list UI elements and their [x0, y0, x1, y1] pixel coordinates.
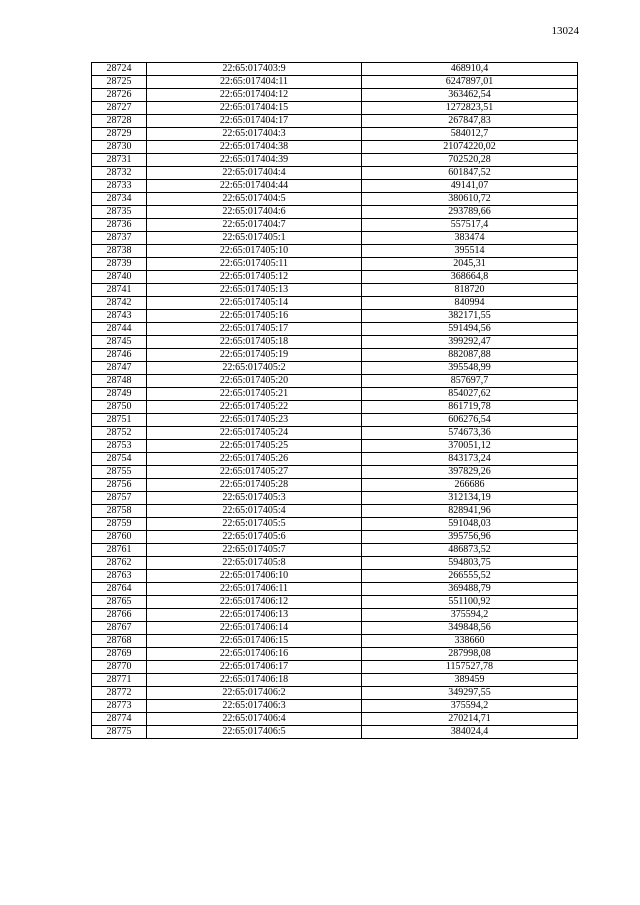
- cadastral-number-cell: 22:65:017405:12: [147, 271, 362, 284]
- table-row: [92, 89, 578, 102]
- value-cell: 380610,72: [362, 193, 578, 206]
- value-cell: 828941,96: [362, 505, 578, 518]
- row-number-cell: 28760: [92, 531, 147, 544]
- row-number-cell: 28742: [92, 297, 147, 310]
- table-row: [92, 726, 578, 739]
- cadastral-number-cell: 22:65:017405:23: [147, 414, 362, 427]
- cadastral-number-cell: 22:65:017405:16: [147, 310, 362, 323]
- cadastral-number-cell: 22:65:017406:2: [147, 687, 362, 700]
- row-number-cell: 28740: [92, 271, 147, 284]
- table-row: [92, 180, 578, 193]
- row-number-cell: 28749: [92, 388, 147, 401]
- row-number-cell: 28752: [92, 427, 147, 440]
- value-cell: 395756,96: [362, 531, 578, 544]
- value-cell: 857697,7: [362, 375, 578, 388]
- value-cell: 843173,24: [362, 453, 578, 466]
- table-row: [92, 466, 578, 479]
- table-row: [92, 700, 578, 713]
- value-cell: 882087,88: [362, 349, 578, 362]
- cadastral-number-cell: 22:65:017404:7: [147, 219, 362, 232]
- row-number-cell: 28769: [92, 648, 147, 661]
- value-cell: 2045,31: [362, 258, 578, 271]
- row-number-cell: 28725: [92, 76, 147, 89]
- row-number-cell: 28756: [92, 479, 147, 492]
- table-body: [92, 63, 578, 739]
- cadastral-number-cell: 22:65:017405:7: [147, 544, 362, 557]
- cadastral-number-cell: 22:65:017405:14: [147, 297, 362, 310]
- table-row: [92, 570, 578, 583]
- cadastral-number-cell: 22:65:017405:21: [147, 388, 362, 401]
- value-cell: 395514: [362, 245, 578, 258]
- row-number-cell: 28770: [92, 661, 147, 674]
- table-row: [92, 479, 578, 492]
- cadastral-number-cell: 22:65:017406:10: [147, 570, 362, 583]
- cadastral-number-cell: 22:65:017404:39: [147, 154, 362, 167]
- value-cell: 267847,83: [362, 115, 578, 128]
- value-cell: 591494,56: [362, 323, 578, 336]
- row-number-cell: 28768: [92, 635, 147, 648]
- value-cell: 383474: [362, 232, 578, 245]
- row-number-cell: 28766: [92, 609, 147, 622]
- row-number-cell: 28772: [92, 687, 147, 700]
- row-number-cell: 28759: [92, 518, 147, 531]
- cadastral-number-cell: 22:65:017405:13: [147, 284, 362, 297]
- row-number-cell: 28753: [92, 440, 147, 453]
- value-cell: 702520,28: [362, 154, 578, 167]
- value-cell: 861719,78: [362, 401, 578, 414]
- table-row: [92, 297, 578, 310]
- row-number-cell: 28754: [92, 453, 147, 466]
- cadastral-number-cell: 22:65:017405:6: [147, 531, 362, 544]
- cadastral-number-cell: 22:65:017405:3: [147, 492, 362, 505]
- cadastral-number-cell: 22:65:017405:22: [147, 401, 362, 414]
- table-row: [92, 141, 578, 154]
- value-cell: 389459: [362, 674, 578, 687]
- value-cell: 468910,4: [362, 63, 578, 76]
- cadastral-number-cell: 22:65:017404:4: [147, 167, 362, 180]
- row-number-cell: 28728: [92, 115, 147, 128]
- value-cell: 363462,54: [362, 89, 578, 102]
- table-row: [92, 271, 578, 284]
- value-cell: 840994: [362, 297, 578, 310]
- cadastral-number-cell: 22:65:017404:17: [147, 115, 362, 128]
- row-number-cell: 28733: [92, 180, 147, 193]
- row-number-cell: 28755: [92, 466, 147, 479]
- cadastral-number-cell: 22:65:017405:2: [147, 362, 362, 375]
- value-cell: 369488,79: [362, 583, 578, 596]
- row-number-cell: 28727: [92, 102, 147, 115]
- value-cell: 293789,66: [362, 206, 578, 219]
- table-row: [92, 206, 578, 219]
- cadastral-number-cell: 22:65:017404:44: [147, 180, 362, 193]
- cadastral-number-cell: 22:65:017406:14: [147, 622, 362, 635]
- cadastral-number-cell: 22:65:017404:11: [147, 76, 362, 89]
- row-number-cell: 28750: [92, 401, 147, 414]
- row-number-cell: 28747: [92, 362, 147, 375]
- value-cell: 397829,26: [362, 466, 578, 479]
- cadastral-number-cell: 22:65:017404:6: [147, 206, 362, 219]
- value-cell: 370051,12: [362, 440, 578, 453]
- value-cell: 368664,8: [362, 271, 578, 284]
- table-row: [92, 440, 578, 453]
- value-cell: 594803,75: [362, 557, 578, 570]
- table-row: [92, 388, 578, 401]
- table-row: [92, 557, 578, 570]
- value-cell: 584012,7: [362, 128, 578, 141]
- table-row: [92, 544, 578, 557]
- cadastral-number-cell: 22:65:017404:3: [147, 128, 362, 141]
- table-row: [92, 453, 578, 466]
- table-row: [92, 362, 578, 375]
- row-number-cell: 28736: [92, 219, 147, 232]
- cadastral-number-cell: 22:65:017406:13: [147, 609, 362, 622]
- table-row: [92, 622, 578, 635]
- value-cell: 399292,47: [362, 336, 578, 349]
- table-row: [92, 375, 578, 388]
- row-number-cell: 28773: [92, 700, 147, 713]
- row-number-cell: 28744: [92, 323, 147, 336]
- table-row: [92, 648, 578, 661]
- row-number-cell: 28746: [92, 349, 147, 362]
- table-row: [92, 674, 578, 687]
- table-row: [92, 349, 578, 362]
- cadastral-number-cell: 22:65:017405:8: [147, 557, 362, 570]
- row-number-cell: 28726: [92, 89, 147, 102]
- table-row: [92, 310, 578, 323]
- table-row: [92, 167, 578, 180]
- value-cell: 312134,19: [362, 492, 578, 505]
- table-row: [92, 596, 578, 609]
- value-cell: 395548,99: [362, 362, 578, 375]
- page-number: 13024: [551, 25, 579, 37]
- row-number-cell: 28761: [92, 544, 147, 557]
- table-row: [92, 193, 578, 206]
- value-cell: 266686: [362, 479, 578, 492]
- value-cell: 266555,52: [362, 570, 578, 583]
- table-row: [92, 661, 578, 674]
- table-row: [92, 401, 578, 414]
- value-cell: 606276,54: [362, 414, 578, 427]
- cadastral-number-cell: 22:65:017404:12: [147, 89, 362, 102]
- value-cell: 21074220,02: [362, 141, 578, 154]
- row-number-cell: 28774: [92, 713, 147, 726]
- cadastral-number-cell: 22:65:017406:18: [147, 674, 362, 687]
- row-number-cell: 28758: [92, 505, 147, 518]
- cadastral-number-cell: 22:65:017406:15: [147, 635, 362, 648]
- table-row: [92, 232, 578, 245]
- row-number-cell: 28735: [92, 206, 147, 219]
- cadastral-number-cell: 22:65:017406:3: [147, 700, 362, 713]
- row-number-cell: 28739: [92, 258, 147, 271]
- table-row: [92, 76, 578, 89]
- cadastral-number-cell: 22:65:017405:25: [147, 440, 362, 453]
- table-row: [92, 63, 578, 76]
- row-number-cell: 28763: [92, 570, 147, 583]
- value-cell: 349297,55: [362, 687, 578, 700]
- cadastral-number-cell: 22:65:017406:17: [147, 661, 362, 674]
- cadastral-number-cell: 22:65:017404:5: [147, 193, 362, 206]
- row-number-cell: 28734: [92, 193, 147, 206]
- table-row: [92, 284, 578, 297]
- cadastral-number-cell: 22:65:017405:11: [147, 258, 362, 271]
- table-row: [92, 427, 578, 440]
- table-row: [92, 154, 578, 167]
- cadastral-number-cell: 22:65:017406:4: [147, 713, 362, 726]
- value-cell: 382171,55: [362, 310, 578, 323]
- table-row: [92, 505, 578, 518]
- table-row: [92, 635, 578, 648]
- table-row: [92, 336, 578, 349]
- row-number-cell: 28731: [92, 154, 147, 167]
- row-number-cell: 28737: [92, 232, 147, 245]
- row-number-cell: 28748: [92, 375, 147, 388]
- table-row: [92, 102, 578, 115]
- cadastral-number-cell: 22:65:017405:20: [147, 375, 362, 388]
- row-number-cell: 28751: [92, 414, 147, 427]
- value-cell: 287998,08: [362, 648, 578, 661]
- table-row: [92, 115, 578, 128]
- row-number-cell: 28771: [92, 674, 147, 687]
- value-cell: 486873,52: [362, 544, 578, 557]
- row-number-cell: 28743: [92, 310, 147, 323]
- row-number-cell: 28767: [92, 622, 147, 635]
- value-cell: 1157527,78: [362, 661, 578, 674]
- row-number-cell: 28762: [92, 557, 147, 570]
- cadastral-number-cell: 22:65:017403:9: [147, 63, 362, 76]
- table-row: [92, 219, 578, 232]
- table-row: [92, 687, 578, 700]
- cadastral-number-cell: 22:65:017405:1: [147, 232, 362, 245]
- value-cell: 854027,62: [362, 388, 578, 401]
- table-row: [92, 128, 578, 141]
- table-row: [92, 531, 578, 544]
- table-row: [92, 323, 578, 336]
- table-row: [92, 609, 578, 622]
- cadastral-number-cell: 22:65:017405:26: [147, 453, 362, 466]
- value-cell: 349848,56: [362, 622, 578, 635]
- value-cell: 551100,92: [362, 596, 578, 609]
- cadastral-number-cell: 22:65:017406:5: [147, 726, 362, 739]
- value-cell: 384024,4: [362, 726, 578, 739]
- value-cell: 338660: [362, 635, 578, 648]
- value-cell: 1272823,51: [362, 102, 578, 115]
- value-cell: 270214,71: [362, 713, 578, 726]
- value-cell: 49141,07: [362, 180, 578, 193]
- cadastral-number-cell: 22:65:017405:19: [147, 349, 362, 362]
- row-number-cell: 28757: [92, 492, 147, 505]
- cadastral-number-cell: 22:65:017405:10: [147, 245, 362, 258]
- value-cell: 6247897,01: [362, 76, 578, 89]
- value-cell: 818720: [362, 284, 578, 297]
- cadastral-number-cell: 22:65:017404:38: [147, 141, 362, 154]
- row-number-cell: 28732: [92, 167, 147, 180]
- value-cell: 601847,52: [362, 167, 578, 180]
- cadastral-number-cell: 22:65:017405:5: [147, 518, 362, 531]
- row-number-cell: 28765: [92, 596, 147, 609]
- row-number-cell: 28730: [92, 141, 147, 154]
- cadastral-number-cell: 22:65:017405:18: [147, 336, 362, 349]
- value-cell: 574673,36: [362, 427, 578, 440]
- row-number-cell: 28724: [92, 63, 147, 76]
- table-row: [92, 713, 578, 726]
- table-row: [92, 518, 578, 531]
- cadastral-number-cell: 22:65:017406:16: [147, 648, 362, 661]
- cadastral-number-cell: 22:65:017405:4: [147, 505, 362, 518]
- cadastral-number-cell: 22:65:017405:24: [147, 427, 362, 440]
- value-cell: 591048,03: [362, 518, 578, 531]
- value-cell: 557517,4: [362, 219, 578, 232]
- table-row: [92, 245, 578, 258]
- row-number-cell: 28775: [92, 726, 147, 739]
- row-number-cell: 28741: [92, 284, 147, 297]
- table-row: [92, 492, 578, 505]
- cadastral-number-cell: 22:65:017405:17: [147, 323, 362, 336]
- row-number-cell: 28764: [92, 583, 147, 596]
- row-number-cell: 28738: [92, 245, 147, 258]
- cadastral-value-table: [91, 62, 578, 739]
- value-cell: 375594,2: [362, 700, 578, 713]
- value-cell: 375594,2: [362, 609, 578, 622]
- cadastral-number-cell: 22:65:017405:27: [147, 466, 362, 479]
- row-number-cell: 28729: [92, 128, 147, 141]
- cadastral-number-cell: 22:65:017404:15: [147, 102, 362, 115]
- cadastral-number-cell: 22:65:017406:12: [147, 596, 362, 609]
- table-row: [92, 414, 578, 427]
- row-number-cell: 28745: [92, 336, 147, 349]
- cadastral-number-cell: 22:65:017405:28: [147, 479, 362, 492]
- cadastral-number-cell: 22:65:017406:11: [147, 583, 362, 596]
- table-row: [92, 258, 578, 271]
- table-row: [92, 583, 578, 596]
